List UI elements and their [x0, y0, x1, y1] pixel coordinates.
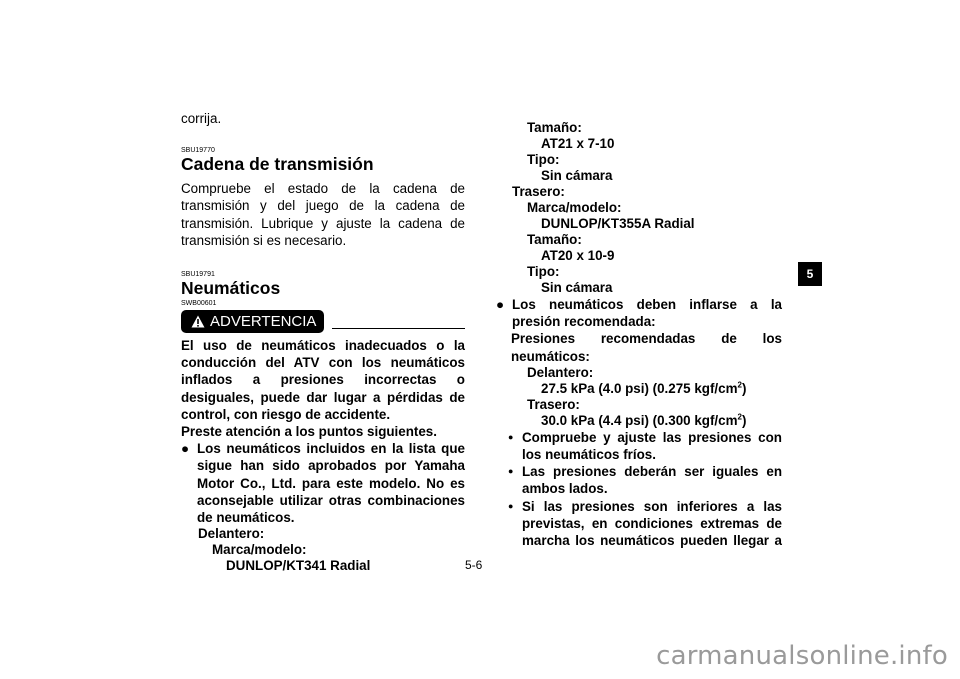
- bullet-dot-icon: ●: [181, 441, 190, 457]
- sub-bullet-item: [496, 498, 782, 550]
- sub-bullet-item: [496, 463, 782, 497]
- warning-icon: [191, 315, 205, 328]
- bullet-item: [496, 296, 782, 330]
- rear-type: Sin cámara: [541, 280, 613, 295]
- bullet-item: [181, 440, 465, 526]
- intro-text: corrija.: [181, 111, 222, 126]
- bullet-dot-icon: ●: [508, 466, 514, 477]
- size-label: Tamaño:: [527, 120, 582, 135]
- front-size: AT21 x 7-10: [541, 136, 615, 151]
- front-brand: DUNLOP/KT341 Radial: [226, 558, 371, 574]
- rear-pressure: [496, 413, 782, 429]
- sub-bullet-text: Si las presiones son inferiores a las previstas, en condiciones extremas de marcha los neumáticos pueden llegar a: [522, 498, 782, 549]
- page-number: 5-6: [465, 558, 483, 572]
- sub-bullet-item: [496, 429, 782, 463]
- front-pressure: [496, 381, 782, 397]
- bullet-dot-icon: ●: [496, 297, 505, 312]
- warning-label: ADVERTENCIA: [210, 313, 317, 331]
- front-type: Sin cámara: [541, 168, 613, 183]
- front-pressure-value: 27.5 kPa (4.0 psi) (0.275 kgf/cm: [541, 380, 738, 396]
- left-column: [181, 110, 465, 574]
- type-label: Tipo:: [527, 152, 560, 167]
- superscript: 2: [737, 380, 742, 390]
- chapter-tab: 5: [798, 262, 822, 286]
- section-title-tires: Neumáticos: [181, 278, 281, 299]
- bullet-dot-icon: ●: [508, 500, 514, 511]
- bullet-text: Los neumáticos deben inflarse a la presión recomendada:: [512, 297, 782, 330]
- section-title-chain: Cadena de transmisión: [181, 154, 374, 175]
- front-label: Delantero:: [527, 364, 594, 380]
- type-label: Tipo:: [527, 264, 560, 279]
- rear-brand: DUNLOP/KT355A Radial: [541, 216, 695, 231]
- front-label: Delantero:: [198, 526, 265, 542]
- attention-text: Preste atención a los puntos siguientes.: [181, 424, 437, 440]
- section-code: SBU19770: [181, 147, 215, 155]
- rear-label: Trasero:: [512, 184, 565, 199]
- right-column: [496, 120, 782, 549]
- pressures-label: Presiones recomendadas de los neumáticos:: [511, 331, 782, 364]
- warning-code: SWB00601: [181, 300, 217, 308]
- brand-label: Marca/modelo:: [212, 542, 307, 558]
- section-code: SBU19791: [181, 271, 215, 279]
- sub-bullet-text: Las presiones deberán ser iguales en ambos lados.: [522, 464, 782, 497]
- warning-body: El uso de neumáticos inadecuados o la conducción del ATV con los neumáticos inflados a presiones incorrectas o desiguales, puede dar lugar a pérdidas de control, con riesgo de accidente.: [181, 338, 465, 422]
- brand-label: Marca/modelo:: [527, 200, 622, 215]
- superscript: 2: [737, 412, 742, 422]
- rear-label: Trasero:: [527, 396, 580, 412]
- chain-body: Compruebe el estado de la cadena de transmisión y del juego de la cadena de transmisión. Lubrique y ajuste la cadena de transmisión si es necesario.: [181, 181, 465, 248]
- warning-badge: [181, 310, 324, 333]
- warning-header: [181, 310, 465, 333]
- sub-bullet-text: Compruebe y ajuste las presiones con los neumáticos fríos.: [522, 429, 782, 463]
- rear-size: AT20 x 10-9: [541, 248, 615, 263]
- watermark: carmanualsonline.info: [656, 641, 948, 671]
- close-paren: ): [741, 380, 747, 396]
- bullet-dot-icon: ●: [508, 431, 514, 442]
- size-label: Tamaño:: [527, 232, 582, 247]
- warning-rule: [332, 328, 465, 329]
- bullet-text: Los neumáticos incluidos en la lista que sigue han sido aprobados por Yamaha Motor Co., Ltd. para este modelo. No es aconsejable utilizar otras combinaciones de neumáticos.: [197, 441, 465, 526]
- rear-pressure-value: 30.0 kPa (4.4 psi) (0.300 kgf/cm: [541, 412, 738, 428]
- close-paren: ): [741, 412, 747, 428]
